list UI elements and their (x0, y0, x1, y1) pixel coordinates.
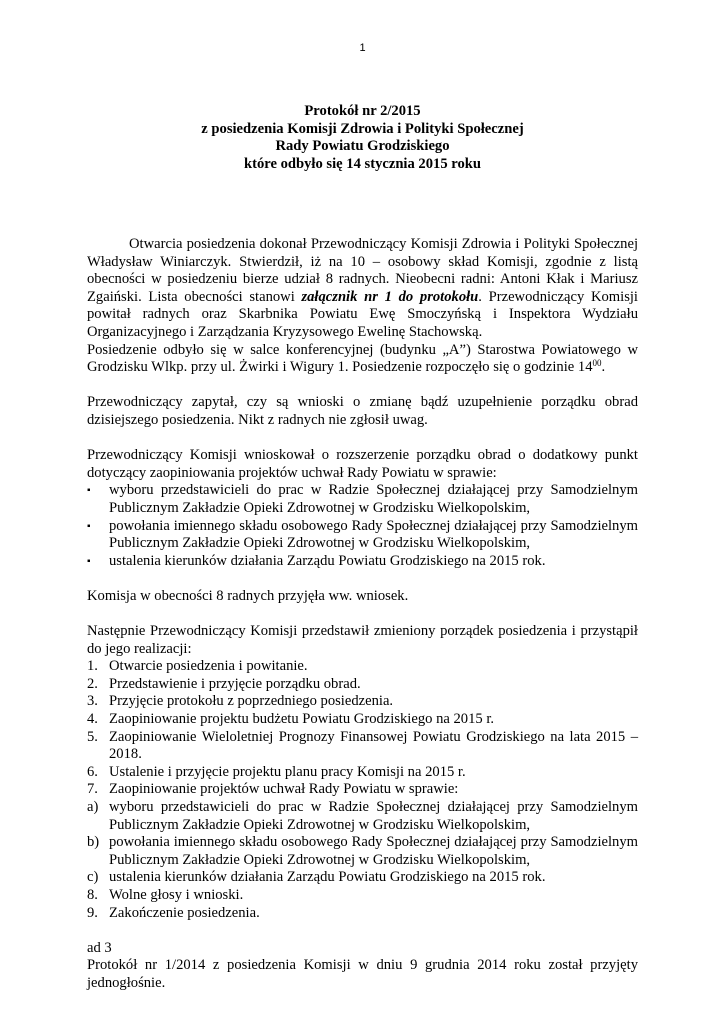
list-item-text: wyboru przedstawicieli do prac w Radzie Społecznej działającej przy Samodzielnym Publicznym Zakładzie Opieki Zdrowotnej w Grodzisku Wielkopolskim, (109, 482, 638, 516)
page-number: 1 (359, 42, 366, 54)
agenda-item-number: 9. (87, 904, 98, 921)
agenda-item-number: b) (87, 834, 100, 851)
agenda-question-paragraph: Przewodniczący zapytał, czy są wnioski o zmianę bądź uzupełnienie porządku obrad dzisiejszego posiedzenia. Nikt z radnych nie zgłosił uwag. (87, 394, 638, 428)
agenda-item-number: 4. (87, 711, 98, 728)
agenda-item (87, 764, 638, 782)
document-title (0, 103, 725, 173)
agenda-item-number: 8. (87, 886, 98, 903)
agenda-list (87, 658, 638, 922)
opening-text: Otwarcia posiedzenia dokonał Przewodniczący Komisji Zdrowia i Polityki Społecznej Władysław Winiarczyk. Stwierdził, iż na 10 – osobowy skład Komisji, zgodnie z listą obecności w posiedzeniu bierze udział 8 radnych. Nieobecni radni: Antoni Kłak i Mariusz Zgaiński. Lista obecności stanowi (87, 236, 638, 305)
document-body (87, 236, 638, 993)
acceptance-paragraph: Komisja w obecności 8 radnych przyjęła ww. wniosek. (87, 587, 409, 604)
opening-paragraph (87, 236, 638, 342)
agenda-item-number: 5. (87, 728, 98, 745)
bullet-icon: ▪ (87, 555, 91, 567)
agenda-item-number: 6. (87, 763, 98, 780)
agenda-item-number: 1. (87, 658, 98, 675)
agenda-item (87, 693, 638, 711)
agenda-item (87, 905, 638, 923)
list-item-text: ustalenia kierunków działania Zarządu Powiatu Grodziskiego na 2015 rok. (109, 552, 546, 569)
title-line: Protokół nr 2/2015 (304, 103, 421, 119)
title-line: z posiedzenia Komisji Zdrowia i Polityki Społecznej (201, 120, 524, 137)
agenda-item-text: powołania imiennego składu osobowego Rady Społecznej działającej przy Samodzielnym Publicznym Zakładzie Opieki Zdrowotnej w Grodzisku Wielkopolskim, (109, 834, 638, 868)
agenda-item-text: wyboru przedstawicieli do prac w Radzie Społecznej działającej przy Samodzielnym Publicznym Zakładzie Opieki Zdrowotnej w Grodzisku Wielkopolskim, (109, 799, 638, 833)
agenda-item-text: ustalenia kierunków działania Zarządu Powiatu Grodziskiego na 2015 rok. (109, 869, 546, 886)
agenda-item-number: c) (87, 869, 99, 886)
motion-list (87, 482, 638, 570)
bullet-icon: ▪ (87, 485, 91, 497)
agenda-item (87, 869, 638, 887)
agenda-item-number: 7. (87, 781, 98, 798)
agenda-item-text: Zaopiniowanie Wieloletniej Prognozy Finansowej Powiatu Grodziskiego na lata 2015 – 2018. (109, 728, 638, 763)
attachment-reference: załącznik nr 1 do protokołu (301, 288, 479, 305)
agenda-item (87, 676, 638, 694)
list-item (87, 553, 638, 571)
agenda-item-text: Przyjęcie protokołu z poprzedniego posiedzenia. (109, 693, 394, 710)
agenda-item-text: Ustalenie i przyjęcie projektu planu pracy Komisji na 2015 r. (109, 763, 466, 780)
agenda-item-number: 2. (87, 675, 98, 692)
start-time-minutes: 00 (592, 358, 602, 369)
title-line: które odbyło się 14 stycznia 2015 roku (243, 155, 482, 172)
venue-paragraph (87, 342, 638, 377)
agenda-item-number: a) (87, 799, 99, 815)
list-item (87, 518, 638, 553)
agenda-item-number: 3. (87, 693, 98, 710)
agenda-item-text: Przedstawienie i przyjęcie porządku obrad. (109, 675, 361, 692)
list-item (87, 482, 638, 517)
agenda-item (87, 781, 638, 799)
agenda-item-text: Otwarcie posiedzenia i powitanie. (109, 658, 308, 675)
agenda-item-text: Zaopiniowanie projektu budżetu Powiatu Grodziskiego na 2015 r. (109, 711, 495, 728)
agenda-item (87, 799, 638, 834)
agenda-item-text: Zaopiniowanie projektów uchwał Rady Powiatu w sprawie: (109, 781, 459, 798)
ad3-paragraph: Protokół nr 1/2014 z posiedzenia Komisji w dniu 9 grudnia 2014 roku został przyjęty jednogłośnie. (87, 957, 638, 991)
agenda-item-text: Wolne głosy i wnioski. (109, 886, 244, 903)
venue-text: Posiedzenie odbyło się w salce konferencyjnej (budynku „A”) Starostwa Powiatowego w Grodzisku Wlkp. przy ul. Żwirki i Wigury 1. Posiedzenie rozpoczęło się o godzinie 14 (87, 341, 638, 376)
opening-text-cont: . Przewodniczący Komisji powitał radnych oraz Skarbnika Powiatu Ewę Smoczyńską i Inspektora Wydziału Organizacyjnego i Zarządzania Kryzysowego Ewelinę Stachowską. (87, 288, 638, 340)
venue-end: . (601, 359, 606, 376)
list-item-text: powołania imiennego składu osobowego Rady Społecznej działającej przy Samodzielnym Publicznym Zakładzie Opieki Zdrowotnej w Grodzisku Wielkopolskim, (109, 517, 638, 552)
motion-intro: Przewodniczący Komisji wnioskował o rozszerzenie porządku obrad o dodatkowy punkt dotyczący zaopiniowania projektów uchwał Rady Powiatu w sprawie: (87, 447, 638, 481)
agenda-item (87, 729, 638, 764)
agenda-item (87, 834, 638, 869)
agenda-intro: Następnie Przewodniczący Komisji przedstawił zmieniony porządek posiedzenia i przystąpił do jego realizacji: (87, 623, 638, 657)
agenda-item (87, 887, 638, 905)
agenda-item (87, 711, 638, 729)
bullet-icon: ▪ (87, 520, 91, 532)
ad3-heading: ad 3 (87, 939, 112, 956)
title-line: Rady Powiatu Grodziskiego (275, 138, 450, 154)
agenda-item (87, 658, 638, 676)
agenda-item-text: Zakończenie posiedzenia. (109, 904, 260, 921)
